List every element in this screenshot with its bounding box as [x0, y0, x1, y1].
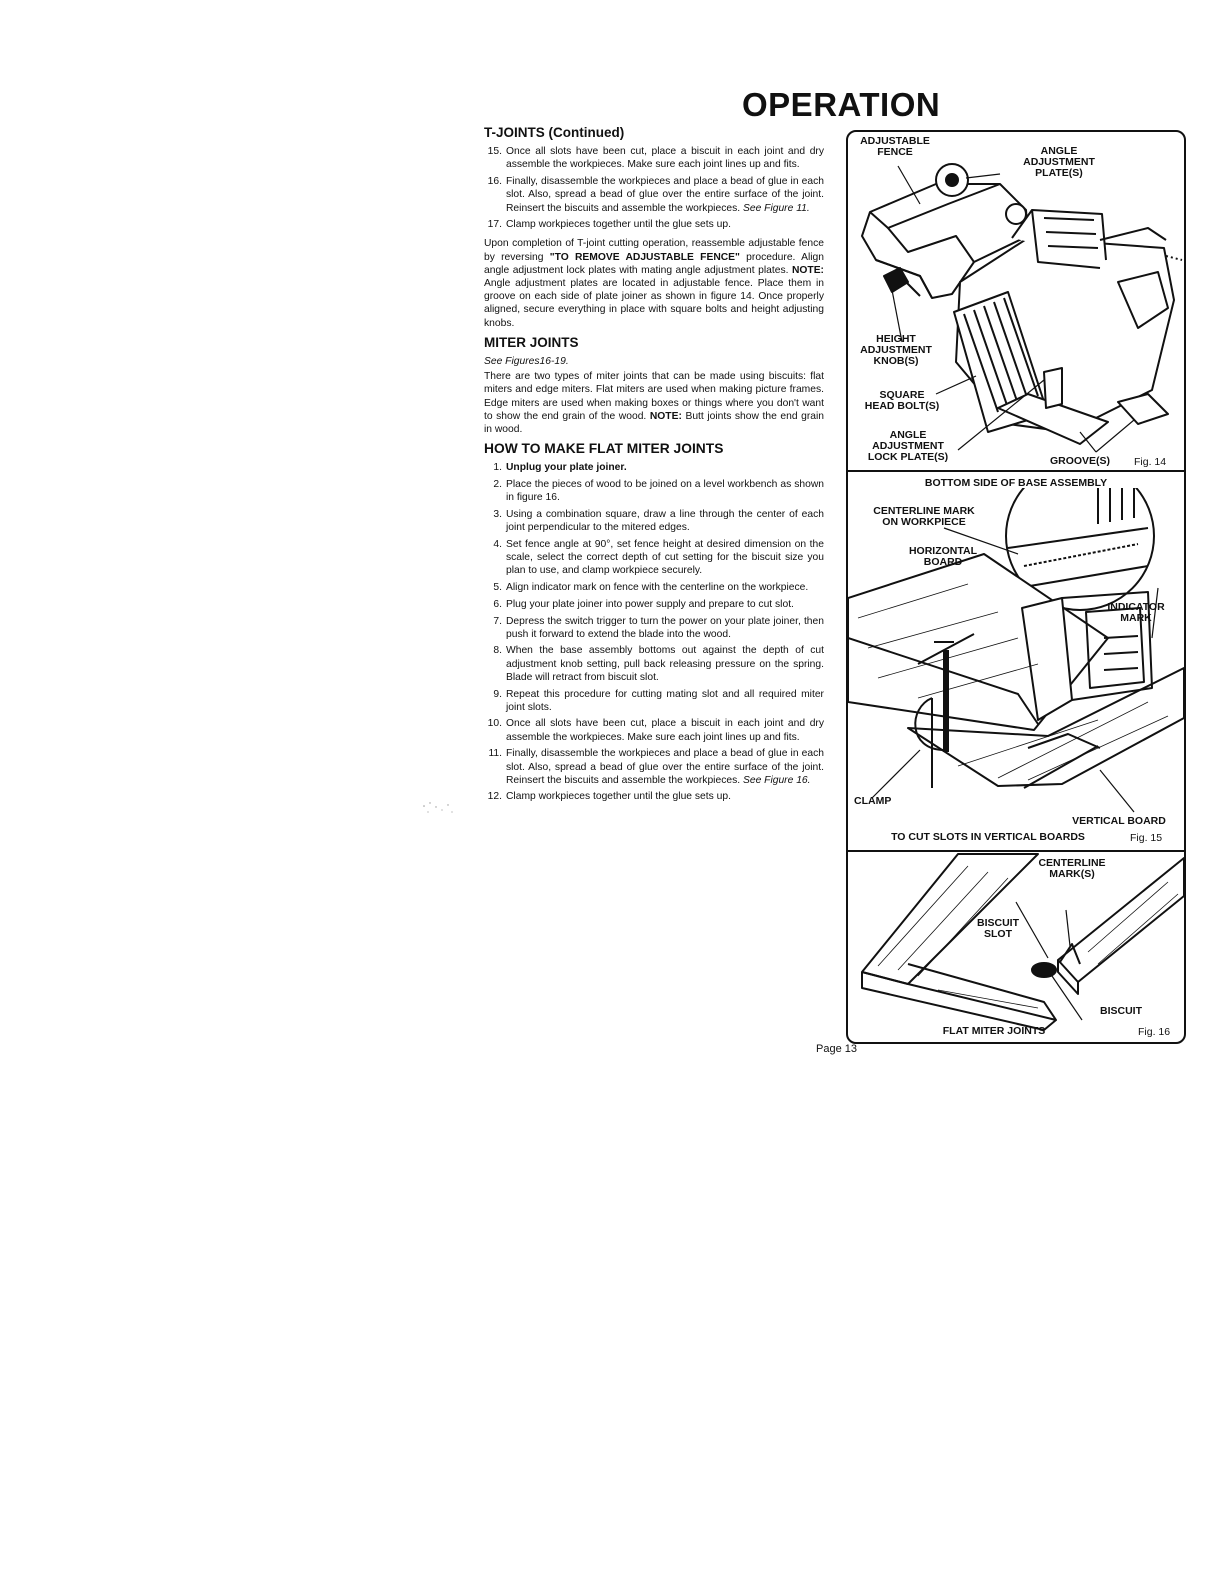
tjoints-paragraph: Upon completion of T-joint cutting operation, reassemble adjustable fence by reversing "TO REMOVE ADJUSTABLE FENCE" procedure. Align angle adjustment lock plates with mating angle adjustment plates. NOTE: Angle adjustment plates are located in adjustable fence. Place them in groove on each side of plate joiner as shown in figure 14. Once properly aligned, secure everything in place with square bolts and height adjusting knobs.: [484, 238, 824, 329]
tjoints-heading: T-JOINTS (Continued): [484, 125, 625, 140]
list-item: 15. Once all slots have been cut, place a biscuit in each joint and dry assemble the workpieces. Make sure each joint lines up and fits.: [487, 146, 824, 171]
miter-see-figures: See Figures16-19.: [484, 356, 569, 368]
miter-paragraph: There are two types of miter joints that can be made using biscuits: flat miters and edge miters. Flat miters are used when making picture frames. Edge miters are used when making boxes or things where you don't want to show the end grain of the wood. NOTE: Butt joints show the end grain in wood.: [484, 371, 825, 436]
flat-miter-steps: [484, 461, 824, 803]
page-title: OPERATION: [742, 86, 941, 123]
flat-miter-heading: HOW TO MAKE FLAT MITER JOINTS: [484, 441, 724, 457]
list-item: 11. Finally, disassemble the workpieces and place a bead of glue in each slot. Also, spread a bead of glue over the entire surface of the joint. Reinsert the biscuits and assemble the workpieces. See Figure 16.: [488, 748, 824, 786]
label-angle-adjustment-lock-plates: ANGLE ADJUSTMENT LOCK PLATE(S): [867, 429, 949, 463]
page-number: Page 13: [816, 1043, 857, 1055]
list-item: 4. Set fence angle at 90°, set fence height at desired dimension on the scale, select the correct depth of cut setting for the biscuit size you plan to use, and clamp workpiece securely.: [493, 538, 824, 577]
fig-15-caption: TO CUT SLOTS IN VERTICAL BOARDS: [891, 831, 1085, 843]
fig-14-caption: BOTTOM SIDE OF BASE ASSEMBLY: [924, 477, 1108, 489]
fig-16-number: Fig. 16: [1138, 1026, 1171, 1038]
label-centerline-mark-on-workpiece: CENTERLINE MARK ON WORKPIECE: [873, 505, 975, 528]
fig-15-number: Fig. 15: [1130, 832, 1163, 844]
label-square-head-bolts: SQUARE HEAD BOLT(S): [864, 389, 940, 412]
label-biscuit-slot: BISCUIT SLOT: [977, 917, 1019, 940]
label-biscuit: BISCUIT: [1100, 1005, 1142, 1017]
divider: [848, 470, 1184, 472]
label-vertical-board: VERTICAL BOARD: [1072, 815, 1166, 827]
list-item: 10. Once all slots have been cut, place a biscuit in each joint and dry assemble the workpieces. Make sure each joint lines up and fits.: [487, 718, 824, 743]
figures-panel: [846, 130, 1186, 1044]
list-item: 7. Depress the switch trigger to turn the power on your plate joiner, then push it forward to extend the blade into the wood.: [493, 615, 824, 640]
label-height-adjustment-knobs: HEIGHT ADJUSTMENT KNOB(S): [860, 333, 932, 367]
list-item: 17. Clamp workpieces together until the glue sets up.: [487, 219, 731, 231]
list-item: 8. When the base assembly bottoms out against the depth of cut adjustment knob setting, pull back releasing pressure on the spring. Blade will retract from biscuit slot.: [493, 645, 824, 683]
list-item: 5. Align indicator mark on fence with the centerline on the workpiece.: [493, 582, 809, 594]
list-item: 2. Place the pieces of wood to be joined on a level workbench as shown in figure 16.: [493, 479, 824, 504]
list-item: 6. Plug your plate joiner into power supply and prepare to cut slot.: [493, 598, 794, 610]
scan-speck: [418, 798, 458, 818]
label-clamp: CLAMP: [854, 795, 892, 807]
list-item: 1. Unplug your plate joiner.: [493, 462, 627, 474]
label-adjustable-fence: ADJUSTABLE FENCE: [860, 135, 930, 158]
list-item: 12. Clamp workpieces together until the glue sets up.: [487, 791, 731, 803]
label-centerline-marks: CENTERLINE MARK(S): [1038, 857, 1106, 880]
label-indicator-mark: INDICATOR MARK: [1107, 601, 1165, 624]
label-angle-adjustment-plates: ANGLE ADJUSTMENT PLATE(S): [1023, 145, 1095, 179]
tjoints-steps: [484, 145, 824, 231]
text-column: [484, 126, 824, 810]
list-item: 3. Using a combination square, draw a line through the center of each joint perpendicular to the mitered edges.: [493, 509, 824, 534]
fig-16-caption: FLAT MITER JOINTS: [942, 1025, 1046, 1037]
label-horizontal-board: HORIZONTAL BOARD: [908, 545, 978, 568]
fig-14-number: Fig. 14: [1134, 456, 1167, 468]
label-grooves: GROOVE(S): [1049, 455, 1111, 467]
plate-joiner-illustration: [848, 132, 1184, 472]
vertical-board-clamp-illustration: [848, 488, 1184, 828]
miter-heading: MITER JOINTS: [484, 334, 579, 350]
list-item: 9. Repeat this procedure for cutting mating slot and all required miter joint slots.: [493, 688, 824, 713]
list-item: 16. Finally, disassemble the workpieces and place a bead of glue in each slot. Also, spread a bead of glue over the entire surface of the joint. Reinsert the biscuits and assemble the workpieces. See Figure 11.: [487, 176, 824, 214]
